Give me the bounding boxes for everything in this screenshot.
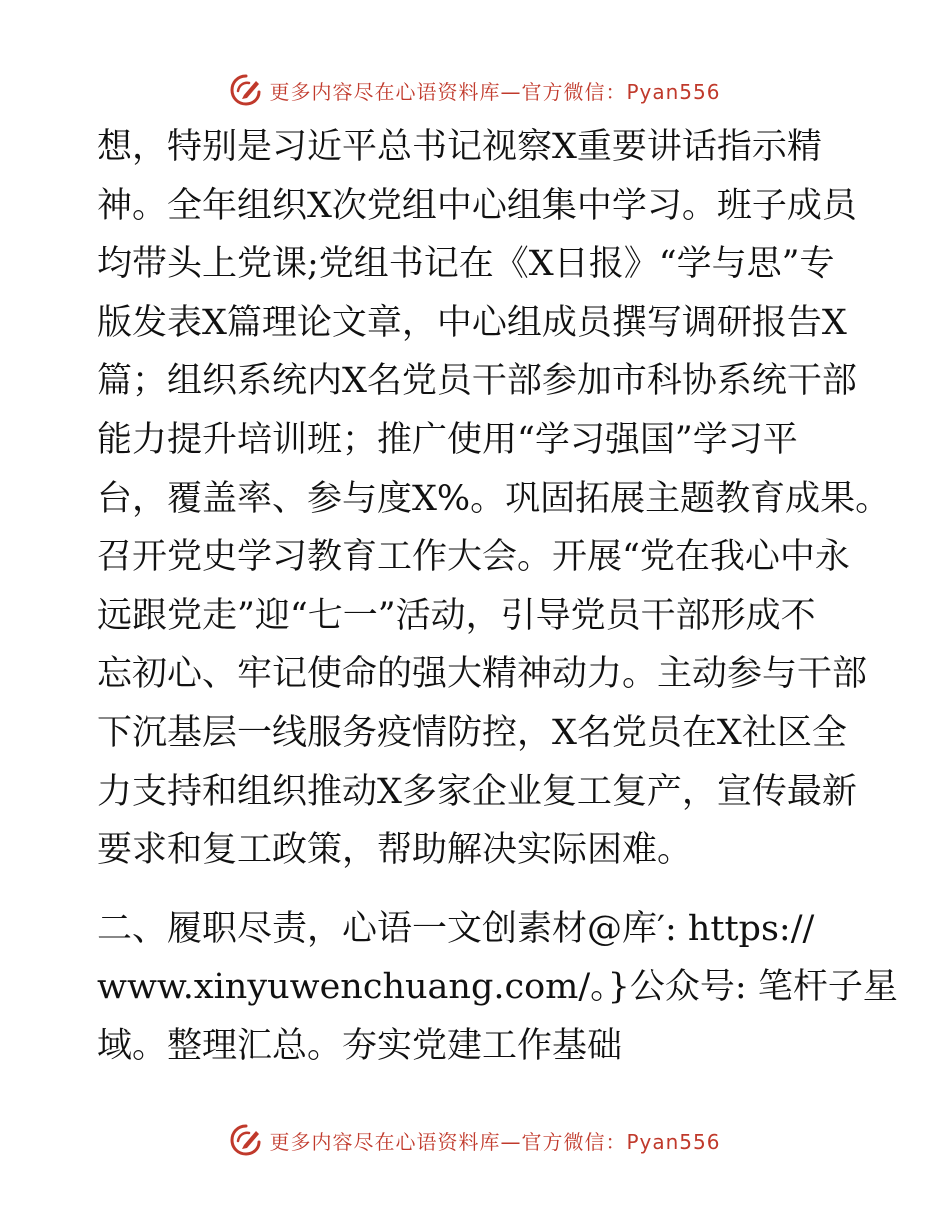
header-banner — [0, 70, 950, 110]
body-line: 台，覆盖率、参与度X%。巩固拓展主题教育成果。 — [97, 478, 891, 519]
section-heading-line: www.xinyuwenchuang.com/。}公众号: 笔杆子星 — [97, 967, 898, 1008]
body-line: 版发表X篇理论文章，中心组成员撰写调研报告X — [97, 302, 847, 343]
body-line: 力支持和组织推动X多家企业复工复产，宣传最新 — [97, 771, 857, 812]
red-pen-swirl-logo-icon — [229, 73, 263, 107]
footer-banner — [0, 1120, 950, 1160]
paragraph-gap — [97, 880, 877, 900]
document-body — [97, 118, 898, 1076]
body-line: 均带头上党课;党组书记在《X日报》“学与思”专 — [97, 244, 835, 285]
body-line: 召开党史学习教育工作大会。开展“党在我心中永 — [97, 537, 850, 578]
body-line: 下沉基层一线服务疫情防控，X名党员在X社区全 — [97, 712, 847, 753]
banner-text: 更多内容尽在心语资料库—官方微信：Pyan556 — [269, 1129, 721, 1154]
body-line: 想，特别是习近平总书记视察X重要讲话指示精 — [97, 127, 822, 167]
body-line: 能力提升培训班；推广使用“学习强国”学习平 — [97, 419, 798, 460]
body-line: 篇；组织系统内X名党员干部参加市科协系统干部 — [97, 361, 857, 402]
body-line: 忘初心、牢记使命的强大精神动力。主动参与干部 — [97, 654, 868, 695]
body-line: 要求和复工政策，帮助解决实际困难。 — [97, 830, 693, 871]
banner-text: 更多内容尽在心语资料库—官方微信：Pyan556 — [269, 79, 721, 104]
body-line: 神。全年组织X次党组中心组集中学习。班子成员 — [97, 185, 857, 226]
body-line: 远跟党走”迎“七一”活动，引导党员干部形成不 — [97, 595, 816, 636]
section-heading-line: 二、履职尽责，心语一文创素材@库′: https:// — [97, 908, 815, 949]
red-pen-swirl-logo-icon — [229, 1123, 263, 1157]
section-heading-line: 域。整理汇总。夯实党建工作基础 — [97, 1025, 623, 1066]
